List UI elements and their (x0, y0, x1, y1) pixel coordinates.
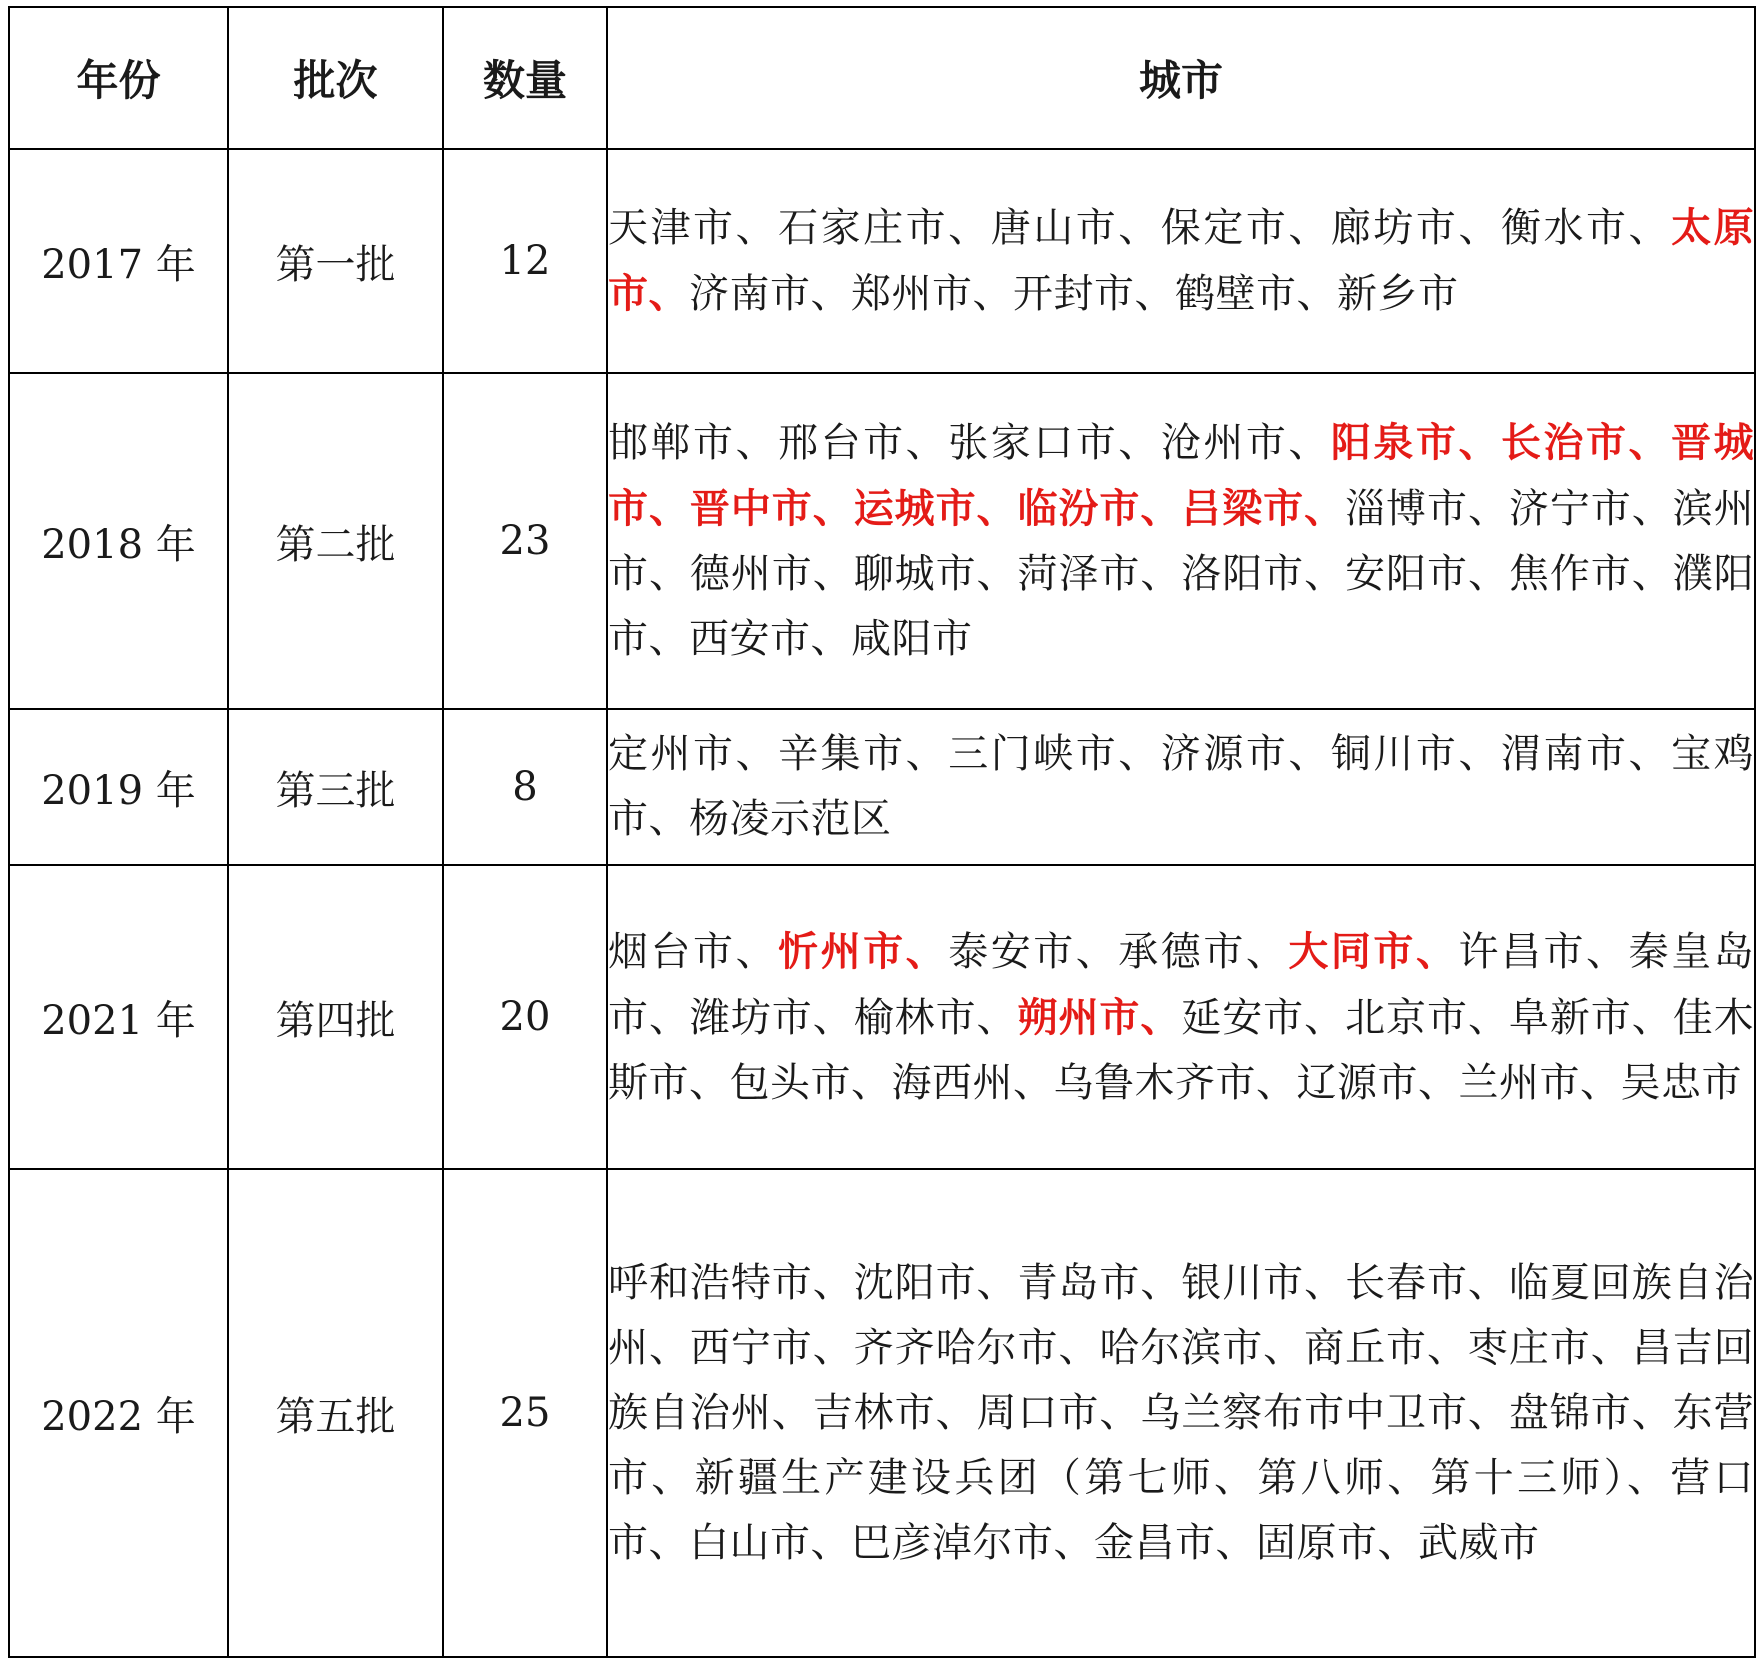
separator: 、 (1245, 928, 1289, 975)
separator: 、 (1418, 1059, 1459, 1106)
separator: 、 (972, 271, 1013, 317)
city-name: 白山市 (689, 1519, 811, 1566)
city-name: 乌鲁木齐市 (1053, 1059, 1256, 1106)
separator: 、 (1467, 1259, 1509, 1306)
separator: 、 (1118, 731, 1161, 777)
year-cell: 2018 年 (9, 373, 228, 709)
separator: 、 (648, 485, 690, 532)
city-name: 巴彦淖尔市 (851, 1519, 1054, 1566)
cities-cell (607, 865, 1755, 1169)
city-name: 滨州市 (608, 486, 1755, 597)
city-name: 阜新市 (1508, 994, 1632, 1041)
city-name: 张家口市 (948, 420, 1119, 466)
city-name: 呼和浩特市 (608, 1259, 813, 1306)
city-name: 泰安市 (948, 928, 1076, 975)
batch-cities-table (8, 6, 1756, 1658)
count-cell: 23 (443, 373, 607, 709)
city-name: 东营市 (608, 1389, 1755, 1501)
city-name: 吕梁市 (1181, 485, 1305, 532)
city-name: 濮阳市 (608, 551, 1755, 662)
separator: 、 (1075, 928, 1119, 975)
separator: 、 (1053, 1519, 1094, 1566)
separator: 、 (1458, 731, 1501, 777)
batch-cell: 第四批 (228, 865, 443, 1169)
separator: 、 (810, 271, 851, 317)
separator: 、 (1288, 420, 1331, 466)
separator: 、 (1467, 551, 1509, 597)
separator: 、 (648, 994, 690, 1041)
city-name: 晋城市 (608, 419, 1755, 532)
city-name: 新疆生产建设兵团（第七师、第八师、第十三师） (694, 1454, 1627, 1501)
city-name: 廊坊市 (1330, 205, 1459, 251)
separator: 、 (1426, 1324, 1468, 1371)
header-year: 年份 (9, 7, 228, 149)
city-name: 洛阳市 (1181, 551, 1305, 597)
city-name: 昌吉回族自治州 (608, 1324, 1755, 1436)
separator: 、 (1631, 1389, 1673, 1436)
city-name: 三门峡市 (948, 731, 1119, 777)
city-name: 衡水市 (1500, 205, 1629, 251)
separator: 、 (935, 1389, 977, 1436)
separator: 、 (648, 270, 689, 317)
city-name: 新乡市 (1337, 271, 1459, 317)
city-name: 包头市 (729, 1059, 851, 1106)
separator: 、 (1626, 1454, 1671, 1501)
cities-cell (607, 149, 1755, 373)
header-count: 数量 (443, 7, 607, 149)
separator: 、 (1256, 1059, 1297, 1106)
city-name: 菏泽市 (1017, 551, 1141, 597)
separator: 、 (1458, 419, 1501, 466)
city-name: 德州市 (689, 551, 813, 597)
city-name: 邯郸市 (608, 420, 736, 466)
separator: 、 (1586, 928, 1629, 975)
separator: 、 (1467, 486, 1509, 532)
city-name: 榆林市 (853, 994, 977, 1041)
cities-cell (607, 709, 1755, 865)
city-name: 商丘市 (1304, 1324, 1427, 1371)
city-name: 齐齐哈尔市 (853, 1324, 1059, 1371)
city-name: 晋中市 (689, 485, 813, 532)
city-name: 朔州市 (1017, 993, 1141, 1041)
header-row (9, 7, 1755, 149)
separator: 、 (1590, 1324, 1632, 1371)
city-name: 焦作市 (1508, 551, 1632, 597)
city-name: 杨凌示范区 (689, 796, 892, 842)
city-name: 海西州 (891, 1059, 1013, 1106)
city-name: 辛集市 (778, 731, 906, 777)
separator: 、 (905, 420, 949, 466)
separator: 、 (735, 420, 779, 466)
separator: 、 (976, 551, 1018, 597)
city-name: 枣庄市 (1467, 1324, 1591, 1371)
city-name: 哈尔滨市 (1099, 1324, 1264, 1371)
separator: 、 (648, 1324, 690, 1371)
separator: 、 (1628, 419, 1672, 466)
city-name: 忻州市 (778, 927, 906, 975)
table-row (9, 373, 1755, 709)
separator: 、 (1304, 551, 1346, 597)
table-row (9, 1169, 1755, 1657)
separator: 、 (1467, 1389, 1509, 1436)
city-name: 兰州市 (1458, 1059, 1580, 1106)
separator: 、 (1580, 1059, 1621, 1106)
separator: 、 (1631, 551, 1673, 597)
separator: 、 (1631, 994, 1673, 1041)
cities-cell (607, 1169, 1755, 1657)
separator: 、 (812, 485, 854, 532)
separator: 、 (1415, 927, 1459, 975)
city-name: 北京市 (1345, 994, 1468, 1041)
city-name: 承德市 (1118, 928, 1246, 975)
city-name: 唐山市 (990, 205, 1119, 251)
separator: 、 (771, 1389, 813, 1436)
city-name: 邢台市 (778, 420, 906, 466)
table-row (9, 709, 1755, 865)
separator: 、 (812, 1324, 854, 1371)
separator: 、 (1377, 1519, 1418, 1566)
separator: 、 (1288, 205, 1331, 251)
separator: 、 (1296, 271, 1337, 317)
separator: 、 (735, 205, 779, 251)
separator: 、 (1118, 205, 1161, 251)
city-name: 聊城市 (853, 551, 977, 597)
separator: 、 (1134, 271, 1175, 317)
separator: 、 (1118, 420, 1161, 466)
separator: 、 (1140, 485, 1182, 532)
separator: 、 (1458, 205, 1501, 251)
city-name: 保定市 (1160, 205, 1289, 251)
city-name: 固原市 (1256, 1519, 1378, 1566)
count-cell: 8 (443, 709, 607, 865)
cities-cell (607, 373, 1755, 709)
city-name: 长治市 (1500, 419, 1629, 466)
separator: 、 (648, 551, 690, 597)
city-name: 延安市 (1181, 994, 1305, 1041)
separator: 、 (905, 927, 949, 975)
count-cell: 25 (443, 1169, 607, 1657)
city-name: 阳泉市 (1330, 419, 1459, 466)
city-name: 定州市 (608, 731, 736, 777)
year-cell: 2022 年 (9, 1169, 228, 1657)
separator: 、 (1628, 731, 1672, 777)
city-name: 佳木斯市 (608, 994, 1755, 1106)
city-name: 乌兰察布市中卫市 (1140, 1389, 1468, 1436)
separator: 、 (976, 485, 1018, 532)
count-cell: 20 (443, 865, 607, 1169)
separator: 、 (812, 994, 854, 1041)
city-name: 铜川市 (1330, 731, 1459, 777)
city-name: 石家庄市 (778, 205, 949, 251)
separator: 、 (948, 205, 991, 251)
city-name: 开封市 (1013, 271, 1135, 317)
city-name: 临汾市 (1017, 485, 1141, 532)
separator: 、 (1140, 551, 1182, 597)
separator: 、 (1058, 1324, 1100, 1371)
separator: 、 (689, 1059, 730, 1106)
table-row (9, 149, 1755, 373)
city-name: 长春市 (1345, 1259, 1468, 1306)
header-batch: 批次 (228, 7, 443, 149)
separator: 、 (648, 796, 689, 842)
city-name: 大同市 (1288, 927, 1416, 975)
year-cell: 2021 年 (9, 865, 228, 1169)
separator: 、 (976, 994, 1018, 1041)
separator: 、 (810, 1519, 851, 1566)
separator: 、 (1215, 1519, 1256, 1566)
city-name: 盘锦市 (1508, 1389, 1632, 1436)
separator: 、 (1263, 1324, 1305, 1371)
separator: 、 (648, 616, 689, 662)
city-name: 周口市 (976, 1389, 1100, 1436)
separator: 、 (810, 616, 851, 662)
city-name: 太原市 (608, 204, 1755, 317)
city-name: 济南市 (689, 271, 811, 317)
city-name: 营口市 (608, 1454, 1755, 1566)
separator: 、 (812, 551, 854, 597)
separator: 、 (1304, 1259, 1346, 1306)
separator: 、 (648, 1519, 689, 1566)
city-name: 银川市 (1181, 1259, 1305, 1306)
city-name: 宝鸡市 (608, 731, 1755, 842)
table-body (9, 149, 1755, 1657)
separator: 、 (735, 928, 779, 975)
city-name: 淄博市 (1345, 486, 1468, 532)
separator: 、 (905, 731, 949, 777)
city-name: 郑州市 (851, 271, 973, 317)
city-name: 西宁市 (689, 1324, 813, 1371)
city-name: 临夏回族自治州 (608, 1259, 1755, 1371)
separator: 、 (976, 1259, 1018, 1306)
city-name: 辽源市 (1296, 1059, 1418, 1106)
city-name: 沈阳市 (853, 1259, 977, 1306)
city-name: 吉林市 (812, 1389, 936, 1436)
separator: 、 (851, 1059, 892, 1106)
city-name: 青岛市 (1017, 1259, 1141, 1306)
city-name: 鹤壁市 (1175, 271, 1297, 317)
separator: 、 (651, 1454, 695, 1501)
separator: 、 (1628, 205, 1672, 251)
separator: 、 (1099, 1389, 1141, 1436)
separator: 、 (1288, 731, 1331, 777)
city-name: 安阳市 (1345, 551, 1468, 597)
city-name: 西安市 (689, 616, 811, 662)
separator: 、 (812, 1259, 854, 1306)
separator: 、 (1467, 994, 1509, 1041)
separator: 、 (1140, 993, 1182, 1041)
city-name: 咸阳市 (851, 616, 973, 662)
city-name: 渭南市 (1500, 731, 1629, 777)
city-name: 沧州市 (1160, 420, 1289, 466)
city-name: 潍坊市 (689, 994, 813, 1041)
city-name: 烟台市 (608, 928, 736, 975)
city-name: 运城市 (853, 485, 977, 532)
city-name: 济宁市 (1508, 486, 1632, 532)
batch-cell: 第一批 (228, 149, 443, 373)
table-row (9, 865, 1755, 1169)
batch-cell: 第五批 (228, 1169, 443, 1657)
batch-cell: 第二批 (228, 373, 443, 709)
separator: 、 (1140, 1259, 1182, 1306)
count-cell: 12 (443, 149, 607, 373)
batch-cell: 第三批 (228, 709, 443, 865)
header-cities: 城市 (607, 7, 1755, 149)
city-name: 武威市 (1418, 1519, 1540, 1566)
year-cell: 2017 年 (9, 149, 228, 373)
separator: 、 (1304, 485, 1346, 532)
separator: 、 (1304, 994, 1346, 1041)
city-name: 秦皇岛市 (608, 928, 1755, 1041)
city-name: 天津市 (608, 205, 736, 251)
separator: 、 (1013, 1059, 1054, 1106)
city-name: 金昌市 (1094, 1519, 1216, 1566)
city-name: 许昌市 (1458, 928, 1587, 975)
city-name: 吴忠市 (1620, 1059, 1742, 1106)
separator: 、 (735, 731, 779, 777)
year-cell: 2019 年 (9, 709, 228, 865)
city-name: 济源市 (1160, 731, 1289, 777)
separator: 、 (1631, 486, 1673, 532)
